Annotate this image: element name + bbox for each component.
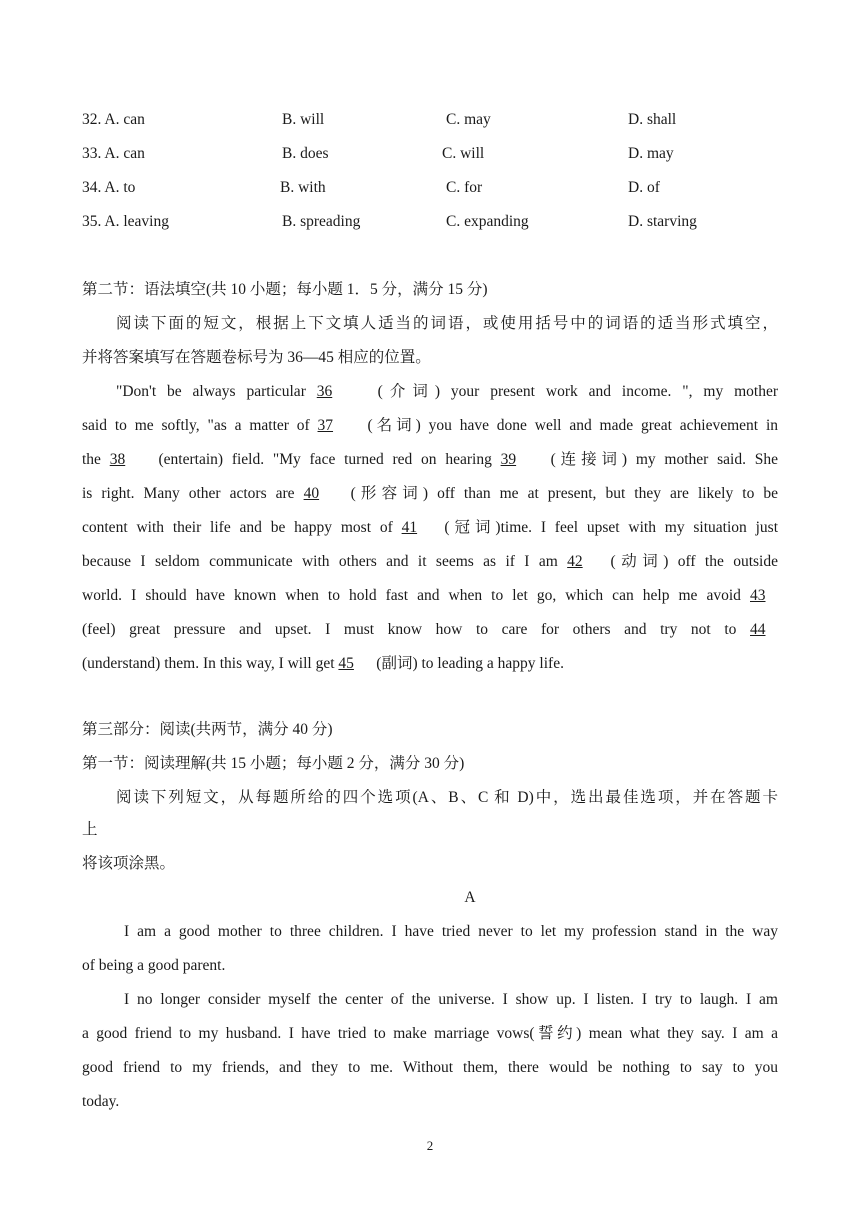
option-c: C. will bbox=[442, 145, 485, 162]
blank-41[interactable]: 41 bbox=[401, 519, 418, 536]
blank-42[interactable]: 42 bbox=[567, 553, 583, 570]
option-d: D. may bbox=[628, 145, 674, 162]
option-b: B. will bbox=[282, 111, 325, 128]
part-heading: 第三部分：阅读(共两节，满分 40 分) bbox=[82, 721, 333, 738]
passage-line: I no longer consider myself the center of the universe. I show up. I listen. I try to laugh. I am bbox=[124, 991, 778, 1008]
option-c: C. expanding bbox=[446, 213, 529, 230]
blank-37[interactable]: 37 bbox=[317, 417, 334, 434]
blank-40[interactable]: 40 bbox=[303, 485, 320, 502]
option-a: 34. A. to bbox=[82, 179, 136, 196]
blank-43[interactable]: 43 bbox=[750, 587, 766, 604]
passage-line: the 38 (entertain) field. "My face turned red on hearing 39 (连接词) my mother said. She bbox=[82, 449, 778, 471]
option-b: B. spreading bbox=[282, 213, 361, 230]
blank-39[interactable]: 39 bbox=[500, 451, 517, 468]
instruction-line: 阅读下面的短文，根据上下文填人适当的词语，或使用括号中的词语的适当形式填空， bbox=[116, 315, 778, 332]
option-b: B. with bbox=[280, 179, 326, 196]
option-b: B. does bbox=[282, 145, 329, 162]
blank-36[interactable]: 36 bbox=[316, 383, 333, 400]
passage-line: today. bbox=[82, 1093, 120, 1110]
instruction-line: 将该项涂黑。 bbox=[82, 855, 176, 872]
option-a: 32. A. can bbox=[82, 111, 145, 128]
passage-line: said to me softly, "as a matter of 37 (名词) you have done well and made great achievement in bbox=[82, 415, 778, 437]
passage-line: of being a good parent. bbox=[82, 957, 226, 974]
option-a: 33. A. can bbox=[82, 145, 145, 162]
passage-line: world. I should have known when to hold fast and when to let go, which can help me avoid 43 bbox=[82, 585, 778, 607]
passage-line: a good friend to my husband. I have tried to make marriage vows(誓约) mean what they say. I am a bbox=[82, 1025, 778, 1042]
option-d: D. shall bbox=[628, 111, 677, 128]
instruction-line: 上 bbox=[82, 821, 98, 838]
passage-line: is right. Many other actors are 40 (形容词) off than me at present, but they are likely to be bbox=[82, 483, 778, 505]
option-d: D. starving bbox=[628, 213, 697, 230]
section-heading: 第二节：语法填空(共 10 小题；每小题 1．5 分，满分 15 分) bbox=[82, 281, 488, 298]
passage-line: (feel) great pressure and upset. I must know how to care for others and try not to 44 bbox=[82, 619, 778, 641]
passage-line: I am a good mother to three children. I have tried never to let my profession stand in the way bbox=[124, 923, 778, 940]
instruction-line: 阅读下列短文，从每题所给的四个选项(A、B、C 和 D)中，选出最佳选项，并在答题卡 bbox=[116, 789, 778, 806]
page-number: 2 bbox=[426, 1138, 434, 1153]
blank-44[interactable]: 44 bbox=[750, 621, 766, 638]
passage-line: (understand) them. In this way, I will get 45 (副词) to leading a happy life. bbox=[82, 653, 778, 675]
passage-line: "Don't be always particular 36 (介词) your present work and income. ", my mother bbox=[116, 381, 778, 403]
option-c: C. for bbox=[446, 179, 483, 196]
section-heading: 第一节：阅读理解(共 15 小题；每小题 2 分，满分 30 分) bbox=[82, 755, 465, 772]
option-a: 35. A. leaving bbox=[82, 213, 169, 230]
passage-line: good friend to my friends, and they to me. Without them, there would be nothing to say to you bbox=[82, 1059, 778, 1076]
passage-line: content with their life and be happy most of 41 (冠词)time. I feel upset with my situation just bbox=[82, 517, 778, 539]
passage-label: A bbox=[464, 889, 476, 906]
option-c: C. may bbox=[446, 111, 491, 128]
passage-line: because I seldom communicate with others and it seems as if I am 42 (动词) off the outside bbox=[82, 551, 778, 573]
blank-38[interactable]: 38 bbox=[109, 451, 126, 468]
blank-45[interactable]: 45 bbox=[338, 655, 354, 672]
instruction-line: 并将答案填写在答题卷标号为 36—45 相应的位置。 bbox=[82, 349, 431, 366]
option-d: D. of bbox=[628, 179, 660, 196]
